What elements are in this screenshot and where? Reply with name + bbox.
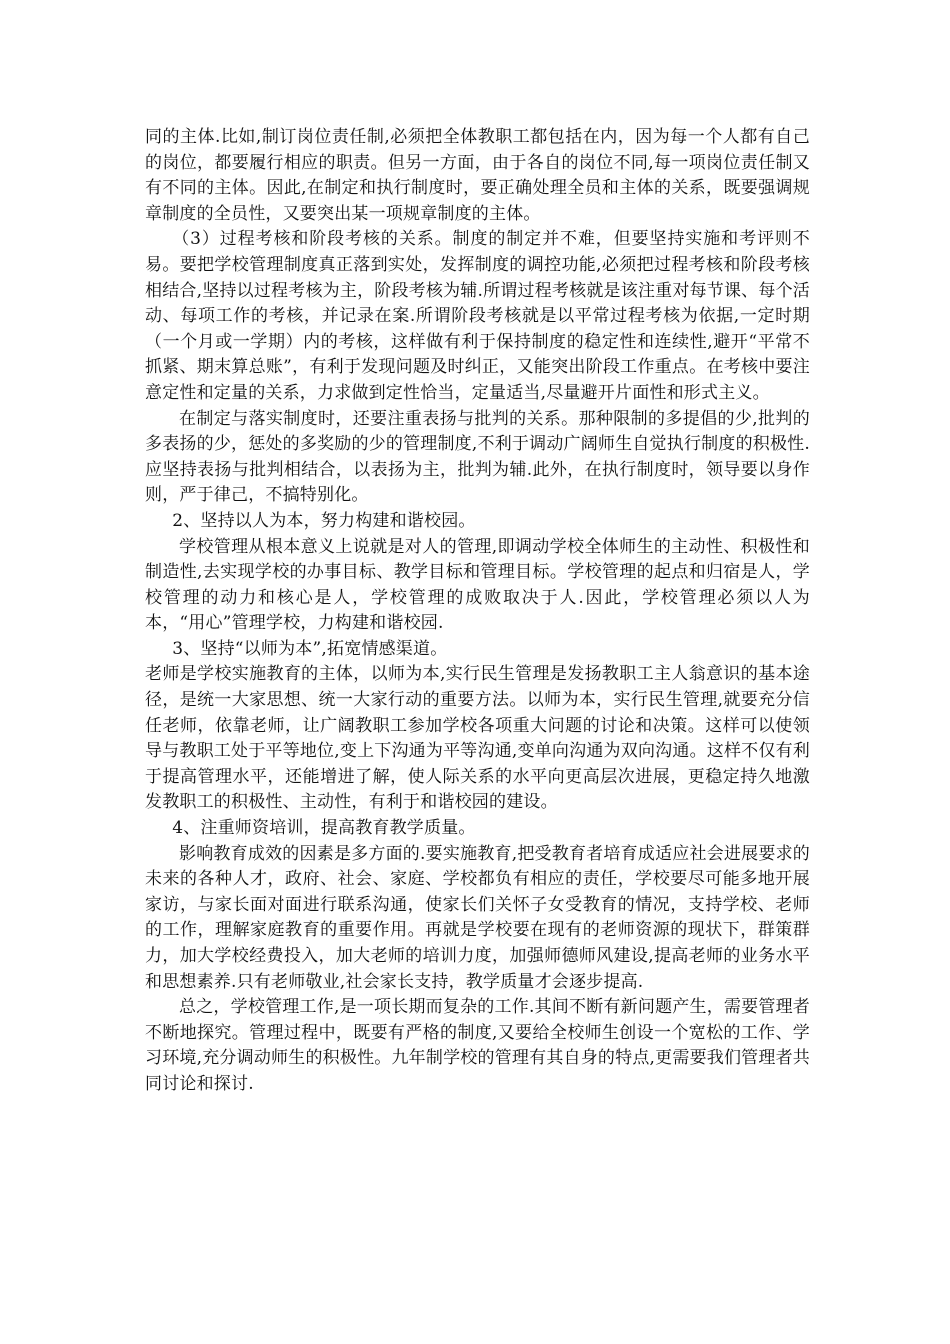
paragraph-conclusion: 总之，学校管理工作,是一项长期而复杂的工作.其间不断有新问题产生，需要管理者不断地探究。管理过程中，既要有严格的制度,又要给全校师生创设一个宽松的工作、学习环境,充分调动师生的积极性。九年制学校的管理有其自身的特点,更需要我们管理者共同讨论和探讨. <box>145 997 810 1094</box>
paragraph-teacher-oriented: 老师是学校实施教育的主体，以师为本,实行民生管理是发扬教职工主人翁意识的基本途径，是统一大家思想、统一大家行动的重要方法。以师为本，实行民生管理,就要充分信任老师，依靠老师，让广阔教职工参加学校各项重大问题的讨论和决策。这样可以使领导与教职工处于平等地位,变上下沟通为平等沟通,变单向沟通为双向沟通。这样不仅有利于提高管理水平，还能增进了解，使人际关系的水平向更高层次进展，更稳定持久地激发教职工的积极性、主动性，有利于和谐校园的建设。 <box>145 664 810 813</box>
section-heading-teacher-training: 4、注重师资培训，提高教育教学质量。 <box>172 818 476 839</box>
section-heading-people-oriented: 2、坚持以人为本，努力构建和谐校园。 <box>172 510 476 531</box>
paragraph-people-oriented: 学校管理从根本意义上说就是对人的管理,即调动学校全体师生的主动性、积极性和制造性,去实现学校的办事目标、教学目标和管理目标。学校管理的起点和归宿是人，学校管理的动力和核心是人，学校管理的成败取决于人.因此，学校管理必须以人为本，“用心”管理学校，力构建和谐校园. <box>145 536 810 634</box>
section-heading-teacher-oriented: 3、坚持“以师为本”,拓宽情感渠道。 <box>172 638 448 659</box>
paragraph-praise-criticism: 在制定与落实制度时，还要注重表扬与批判的关系。那种限制的多提倡的少,批判的多表扬的少，惩处的多奖励的少的管理制度,不利于调动广阔师生自觉执行制度的积极性.应坚持表扬与批判相结合，以表扬为主，批判为辅.此外，在执行制度时，领导要以身作则，严于律己，不搞特别化。 <box>145 408 810 506</box>
document-body <box>145 125 810 1098</box>
paragraph-continuation: 同的主体.比如,制订岗位责任制,必须把全体教职工都包括在内，因为每一个人都有自己的岗位，都要履行相应的职责。但另一方面，由于各自的岗位不同,每一项岗位责任制又有不同的主体。因此,在制定和执行制度时，要正确处理全员和主体的关系，既要强调规章制度的全员性，又要突出某一项规章制度的主体。 <box>145 127 810 224</box>
paragraph-teacher-training: 影响教育成效的因素是多方面的.要实施教育,把受教育者培育成适应社会进展要求的未来的各种人才，政府、社会、家庭、学校都负有相应的责任，学校要尽可能多地开展家访，与家长面对面进行联系沟通，使家长们关怀子女受教育的情况，支持学校、老师的工作，理解家庭教育的重要作用。再就是学校要在现有的老师资源的现状下，群策群力，加大学校经费投入，加大老师的培训力度，加强师德师风建设,提高老师的业务水平和思想素养.只有老师敬业,社会家长支持，教学质量才会逐步提高. <box>145 843 810 992</box>
paragraph-process-assessment: （3）过程考核和阶段考核的关系。制度的制定并不难，但要坚持实施和考评则不易。要把学校管理制度真正落到实处，发挥制度的调控功能,必须把过程考核和阶段考核相结合,坚持以过程考核为主，阶段考核为辅.所谓过程考核就是该注重对每节课、每个活动、每项工作的考核，并记录在案.所谓阶段考核就是以平常过程考核为依据,一定时期（一个月或一学期）内的考核，这样做有利于保持制度的稳定性和连续性,避开“平常不抓紧、期末算总账”，有利于发现问题及时纠正，又能突出阶段工作重点。在考核中要注意定性和定量的关系，力求做到定性恰当，定量适当,尽量避开片面性和形式主义。 <box>145 229 810 403</box>
